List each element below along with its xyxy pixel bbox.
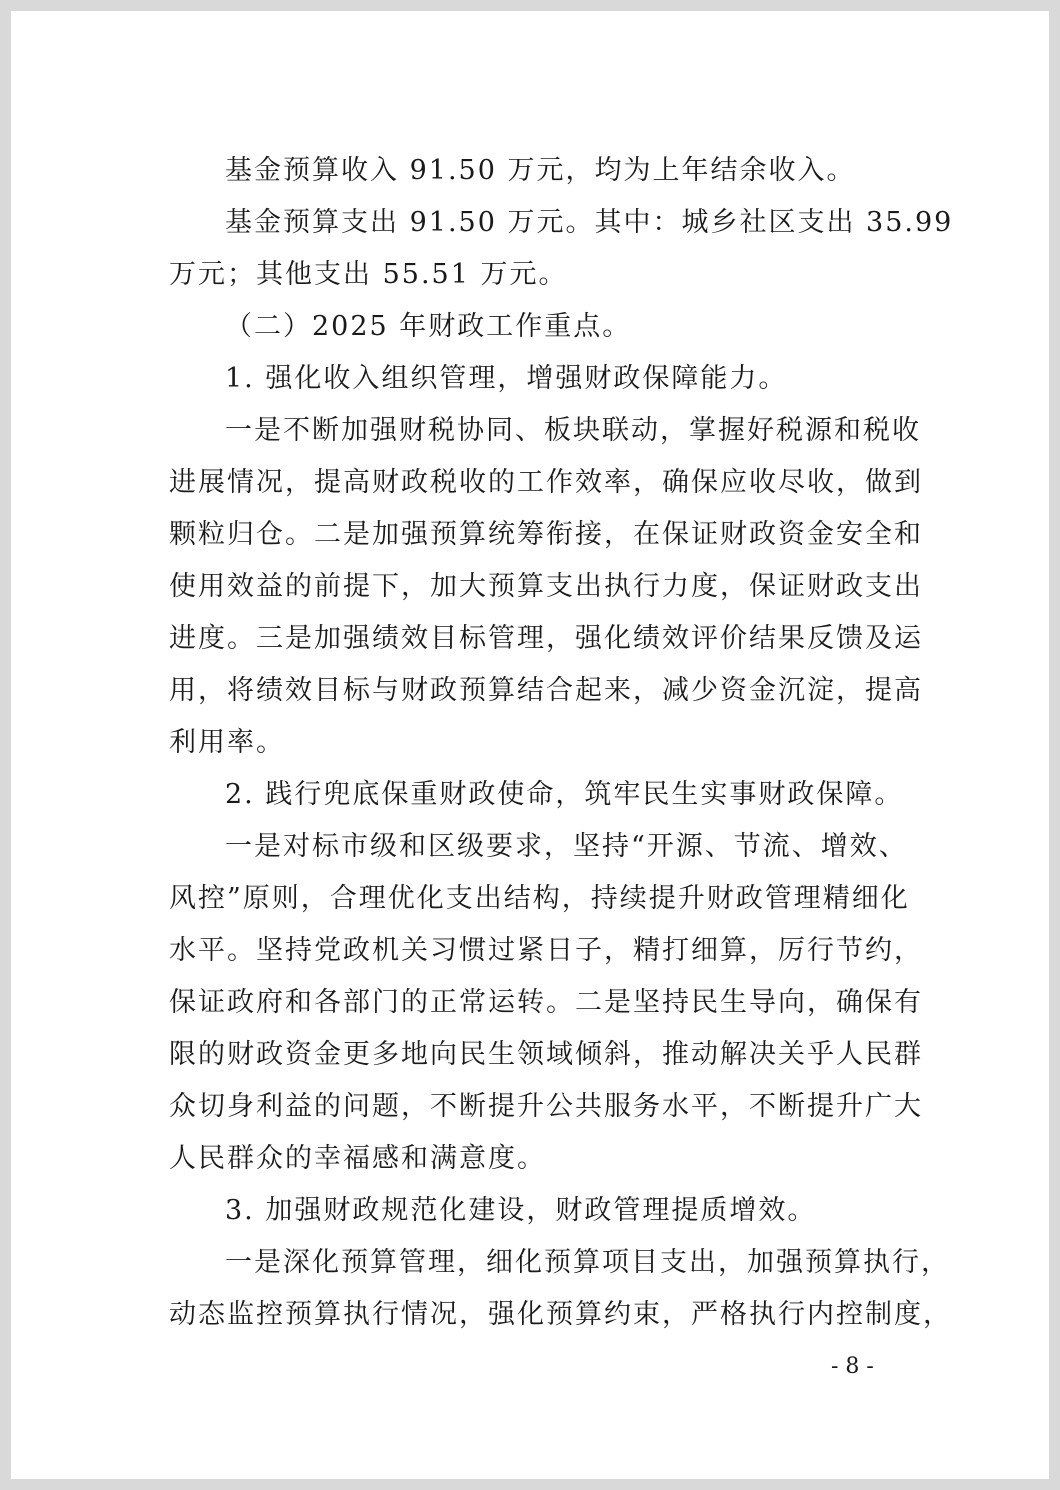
paragraph-line: 颗粒归仓。二是加强预算统筹衔接，在保证财政资金安全和 bbox=[169, 519, 923, 550]
paragraph-line: 用，将绩效目标与财政预算结合起来，减少资金沉淀，提高 bbox=[169, 675, 923, 706]
paragraph-line: 一是不断加强财税协同、板块联动，掌握好税源和税收 bbox=[225, 415, 921, 446]
subsection-heading: 2. 践行兜底保重财政使命，筑牢民生实事财政保障。 bbox=[225, 779, 904, 810]
page-number: - 8 - bbox=[831, 1354, 874, 1379]
paragraph-line: 众切身利益的问题，不断提升公共服务水平，不断提升广大 bbox=[169, 1091, 923, 1122]
paragraph-line: 万元；其他支出 55.51 万元。 bbox=[169, 259, 568, 290]
subsection-heading: 1. 强化收入组织管理，增强财政保障能力。 bbox=[225, 363, 788, 394]
section-heading: （二）2025 年财政工作重点。 bbox=[225, 311, 632, 342]
paragraph-line: 一是深化预算管理，细化预算项目支出，加强预算执行， bbox=[225, 1247, 950, 1278]
paragraph-line: 进度。三是加强绩效目标管理，强化绩效评价结果反馈及运 bbox=[169, 623, 923, 654]
paragraph-line: 人民群众的幸福感和满意度。 bbox=[169, 1143, 546, 1174]
paragraph-line: 基金预算收入 91.50 万元，均为上年结余收入。 bbox=[225, 155, 856, 186]
paragraph-line: 基金预算支出 91.50 万元。其中：城乡社区支出 35.99 bbox=[225, 207, 954, 238]
paragraph-line: 利用率。 bbox=[169, 727, 285, 758]
paragraph-line: 水平。坚持党政机关习惯过紧日子，精打细算，厉行节约， bbox=[169, 935, 923, 966]
document-page bbox=[11, 11, 1049, 1479]
paragraph-line: 动态监控预算执行情况，强化预算约束，严格执行内控制度， bbox=[169, 1299, 952, 1330]
paragraph-line: 使用效益的前提下，加大预算支出执行力度，保证财政支出 bbox=[169, 571, 923, 602]
paragraph-line: 限的财政资金更多地向民生领域倾斜，推动解决关乎人民群 bbox=[169, 1039, 923, 1070]
paragraph-line: 进展情况，提高财政税收的工作效率，确保应收尽收，做到 bbox=[169, 467, 923, 498]
paragraph-line: 风控”原则，合理优化支出结构，持续提升财政管理精细化 bbox=[169, 883, 910, 914]
paragraph-line: 一是对标市级和区级要求，坚持“开源、节流、增效、 bbox=[225, 831, 908, 862]
paragraph-line: 保证政府和各部门的正常运转。二是坚持民生导向，确保有 bbox=[169, 987, 923, 1018]
subsection-heading: 3. 加强财政规范化建设，财政管理提质增效。 bbox=[225, 1195, 817, 1226]
